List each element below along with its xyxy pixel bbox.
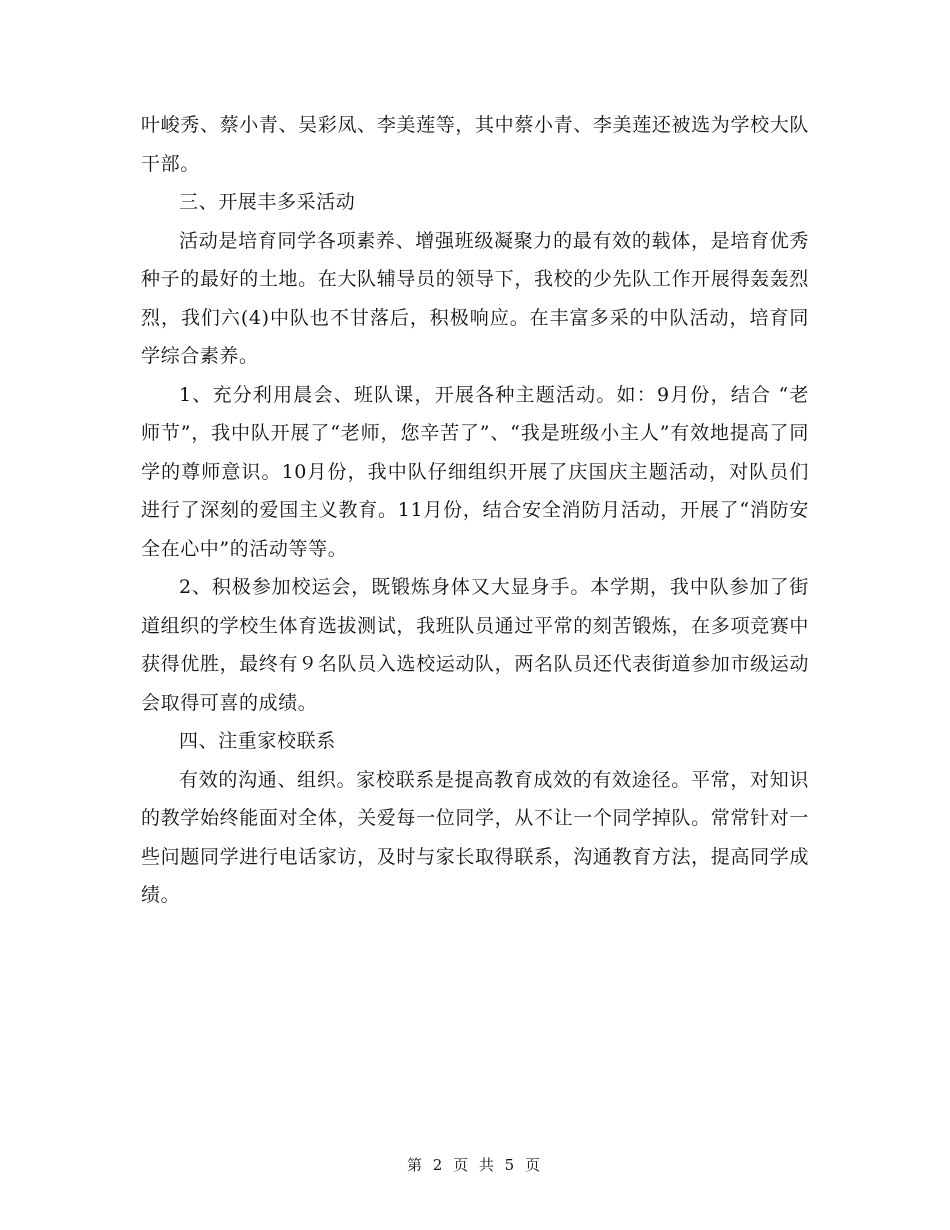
section-heading-four: 四、注重家校联系 xyxy=(179,730,336,752)
paragraph-sports-meet: 2、积极参加校运会，既锻炼身体又大显身手。本学期，我中队参加了街道组织的学校生体育选拔测试，我班队员通过平常的刻苦锻炼，在多项竞赛中获得优胜，最终有９名队员入选校运动队，两名队员还代表街道参加市级运动会取得可喜的成绩。 xyxy=(141,576,809,714)
page-number-footer: 第 2 页 共 5 页 xyxy=(407,1156,543,1174)
paragraph-theme-activities: 1、充分利用晨会、班队课，开展各种主题活动。如：9月份，结合 “老师节”，我中队开展了“老师，您辛苦了”、“我是班级小主人”有效地提高了同学的尊师意识。10月份，我中队仔细组织开展了庆国庆主题活动，对队员们进行了深刻的爱国主义教育。11月份，结合安全消防月活动，开展了“消防安全在心中”的活动等等。 xyxy=(141,383,809,560)
paragraph-continuation: 叶峻秀、蔡小青、吴彩凤、李美莲等，其中蔡小青、李美莲还被选为学校大队干部。 xyxy=(141,114,809,175)
paragraph-home-school: 有效的沟通、组织。家校联系是提高教育成效的有效途径。平常，对知识的教学始终能面对全体，关爱每一位同学，从不让一个同学掉队。常常针对一些问题同学进行电话家访，及时与家长取得联系，沟通教育方法，提高同学成绩。 xyxy=(141,768,809,906)
paragraph-activities-intro: 活动是培育同学各项素养、增强班级凝聚力的最有效的载体，是培育优秀种子的最好的土地。在大队辅导员的领导下，我校的少先队工作开展得轰轰烈烈，我们六(4)中队也不甘落后，积极响应。在丰富多采的中队活动，培育同学综合素养。 xyxy=(141,229,809,367)
section-heading-three: 三、开展丰多采活动 xyxy=(179,191,356,213)
document-body xyxy=(141,106,809,915)
